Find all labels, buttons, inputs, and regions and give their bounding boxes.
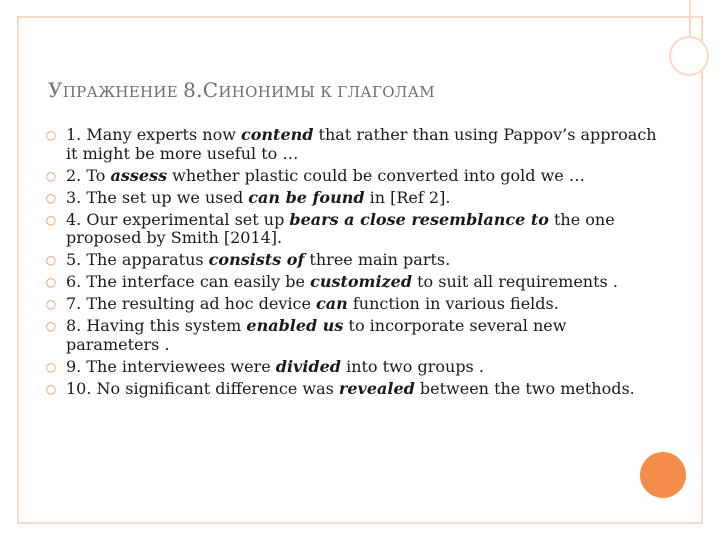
list-item: ○ 5. The apparatus consists of three main parts. <box>45 250 451 269</box>
highlighted-verb: consists of <box>208 250 305 269</box>
hollow-circle-bullet-icon: ○ <box>45 128 57 142</box>
corner-decor-circle <box>669 36 709 76</box>
exercise-list <box>44 126 664 402</box>
title-number: 8.С <box>183 78 219 102</box>
title-smallcaps-2: ИНОНИМЫ К ГЛАГОЛАМ <box>218 83 435 101</box>
list-item: ○ 8. Having this system enabled us to incorporate several new parameters . <box>45 316 567 354</box>
slide-title <box>48 78 435 102</box>
highlighted-verb: customized <box>310 272 412 291</box>
list-item: ○ 7. The resulting ad hoc device can function in various fields. <box>45 294 559 313</box>
list-item: ○ 9. The interviewees were divided into two groups . <box>45 356 484 376</box>
highlighted-verb: contend <box>241 125 314 144</box>
hollow-circle-bullet-icon: ○ <box>45 275 57 289</box>
highlighted-verb: bears a close resemblance to <box>289 209 549 229</box>
hollow-circle-bullet-icon: ○ <box>45 253 57 267</box>
list-item: ○ 3. The set up we used can be found in [Ref 2]. <box>45 187 451 207</box>
highlighted-verb: divided <box>275 356 341 376</box>
highlighted-verb: assess <box>110 165 168 185</box>
hollow-circle-bullet-icon: ○ <box>45 168 57 183</box>
title-initial: У <box>48 78 63 102</box>
orange-accent-circle <box>640 452 686 498</box>
hollow-circle-bullet-icon: ○ <box>45 190 57 205</box>
title-smallcaps-1: ПРАЖНЕНИЕ <box>62 83 184 101</box>
list-item: ○ 2. To assess whether plastic could be converted into gold we … <box>45 165 585 185</box>
list-item: ○ 4. Our experimental set up bears a close resemblance to the one proposed by Smith [2014]. <box>45 209 615 247</box>
highlighted-verb: can be found <box>248 187 365 207</box>
highlighted-verb: revealed <box>338 378 415 398</box>
list-item: ○ 6. The interface can easily be customized to suit all requirements . <box>45 272 618 291</box>
list-item: ○ 10. No significant difference was revealed between the two methods. <box>45 378 635 398</box>
hollow-circle-bullet-icon: ○ <box>45 212 57 227</box>
hollow-circle-bullet-icon: ○ <box>45 297 57 311</box>
list-item: ○ 1. Many experts now contend that rather than using Pappov’s approach it might be more useful to … <box>45 125 657 163</box>
hollow-circle-bullet-icon: ○ <box>45 359 57 374</box>
hollow-circle-bullet-icon: ○ <box>45 319 57 333</box>
highlighted-verb: can <box>316 294 348 313</box>
highlighted-verb: enabled us <box>246 316 344 335</box>
hollow-circle-bullet-icon: ○ <box>45 381 57 396</box>
